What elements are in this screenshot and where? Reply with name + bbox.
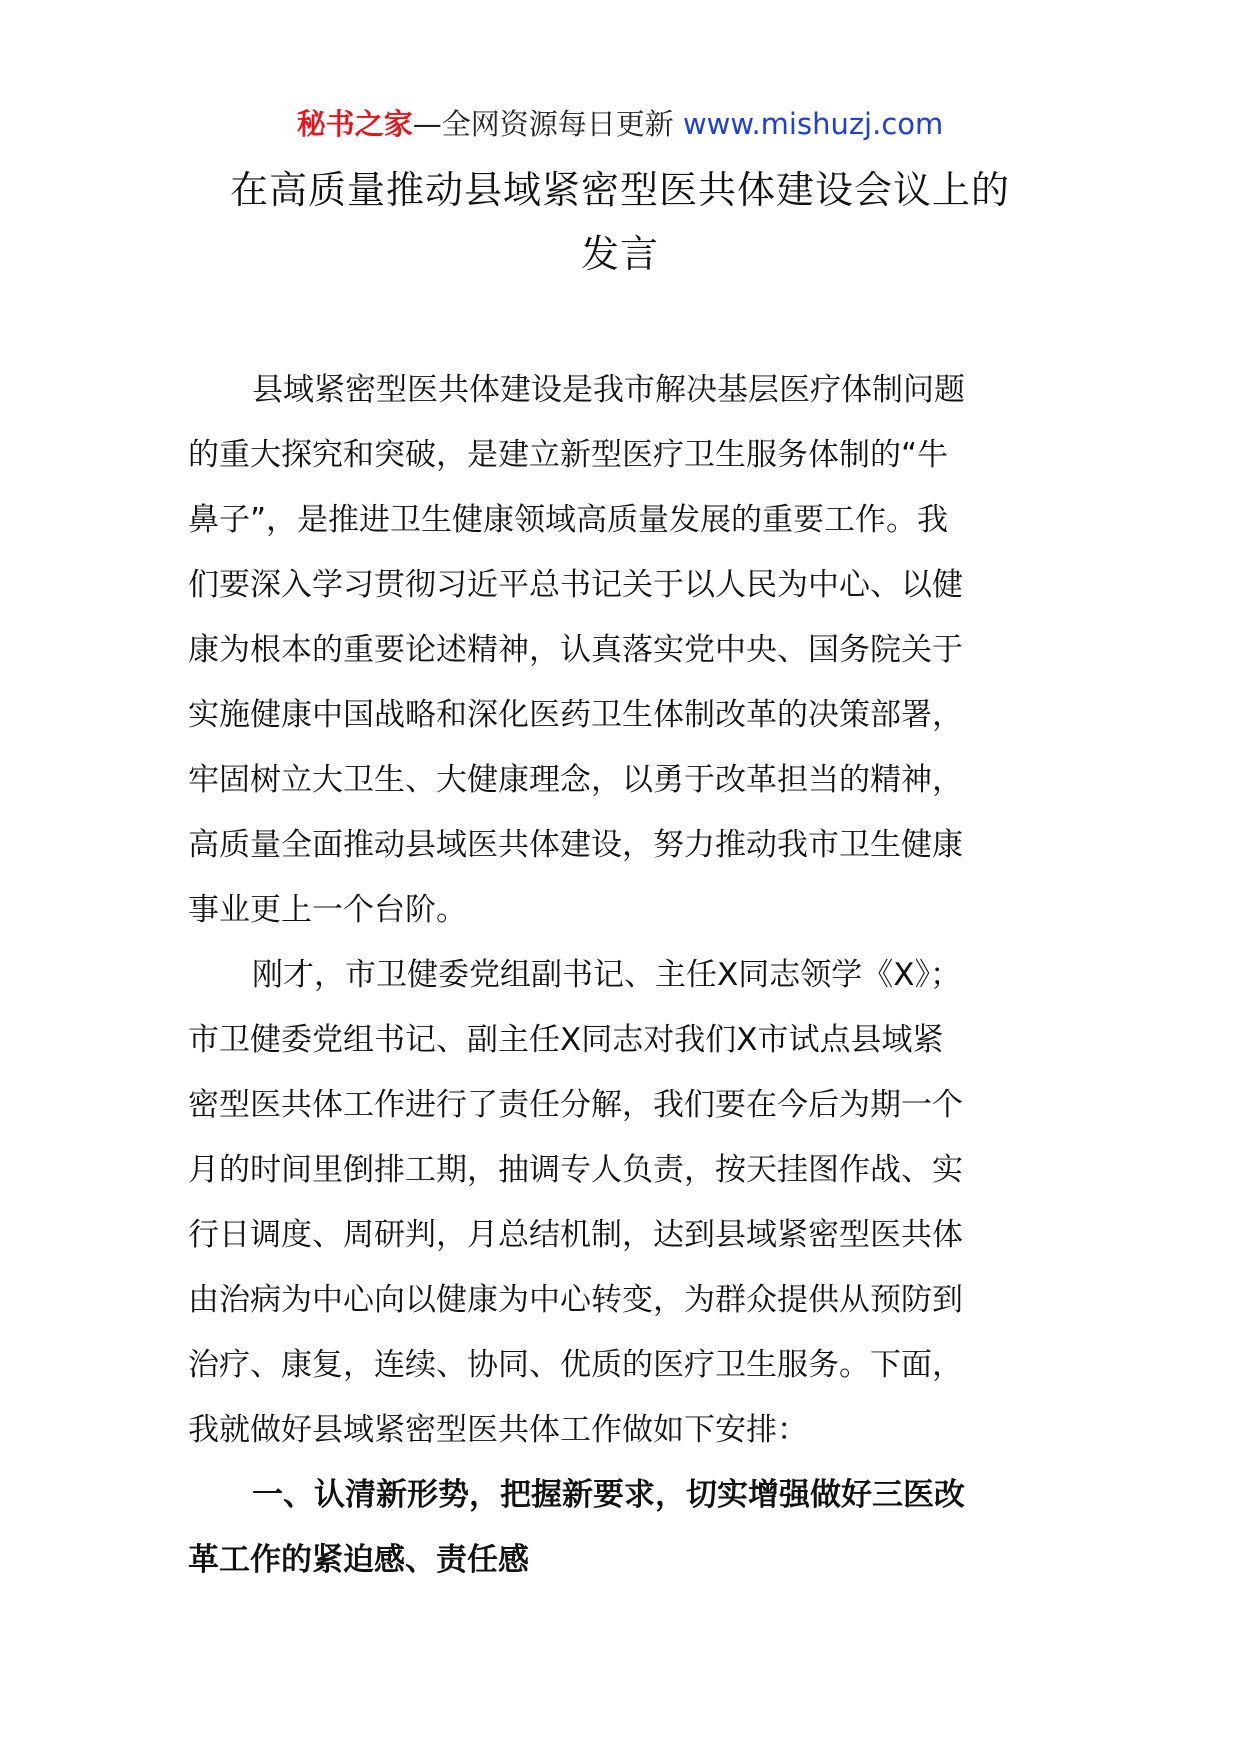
text-line: 我就做好县域紧密型医共体工作做如下安排： xyxy=(188,1412,808,1448)
title-line-2: 发言 xyxy=(580,232,659,276)
document-title xyxy=(140,158,1100,286)
text-line: 刚才，市卫健委党组副书记、主任X同志领学《X》； xyxy=(252,957,961,993)
text-line: 县域紧密型医共体建设是我市解决基层医疗体制问题 xyxy=(252,372,965,408)
text-line: 鼻子”，是推进卫生健康领域高质量发展的重要工作。我 xyxy=(188,502,949,538)
site-brand: 秘书之家 xyxy=(296,107,413,141)
text-line: 治疗、康复，连续、协同、优质的医疗卫生服务。下面， xyxy=(188,1347,963,1383)
heading-line: 一、认清新形势，把握新要求，切实增强做好三医改 xyxy=(252,1477,965,1513)
text-line: 市卫健委党组书记、副主任X同志对我们X市试点县域紧 xyxy=(188,1022,944,1058)
site-header xyxy=(0,100,1240,148)
text-line: 的重大探究和突破，是建立新型医疗卫生服务体制的“牛 xyxy=(188,437,949,473)
text-line: 实施健康中国战略和深化医药卫生体制改革的决策部署， xyxy=(188,697,963,733)
text-line: 高质量全面推动县域医共体建设，努力推动我市卫生健康 xyxy=(188,827,963,863)
text-line: 月的时间里倒排工期，抽调专人负责，按天挂图作战、实 xyxy=(188,1152,963,1188)
site-tagline: —全网资源每日更新 xyxy=(412,107,683,141)
site-url-link[interactable]: www.mishuzj.com xyxy=(682,107,944,141)
title-line-1: 在高质量推动县域紧密型医共体建设会议上的 xyxy=(229,168,1010,212)
document-body xyxy=(188,358,1058,1593)
text-line: 康为根本的重要论述精神，认真落实党中央、国务院关于 xyxy=(188,632,963,668)
text-line: 行日调度、周研判，月总结机制，达到县域紧密型医共体 xyxy=(188,1217,963,1253)
text-line: 密型医共体工作进行了责任分解，我们要在今后为期一个 xyxy=(188,1087,963,1123)
text-line: 们要深入学习贯彻习近平总书记关于以人民为中心、以健 xyxy=(188,567,963,603)
heading-line: 革工作的紧迫感、责任感 xyxy=(188,1542,529,1578)
text-line: 由治病为中心向以健康为中心转变，为群众提供从预防到 xyxy=(188,1282,963,1318)
text-line: 事业更上一个台阶。 xyxy=(188,892,467,928)
text-line: 牢固树立大卫生、大健康理念，以勇于改革担当的精神， xyxy=(188,762,963,798)
